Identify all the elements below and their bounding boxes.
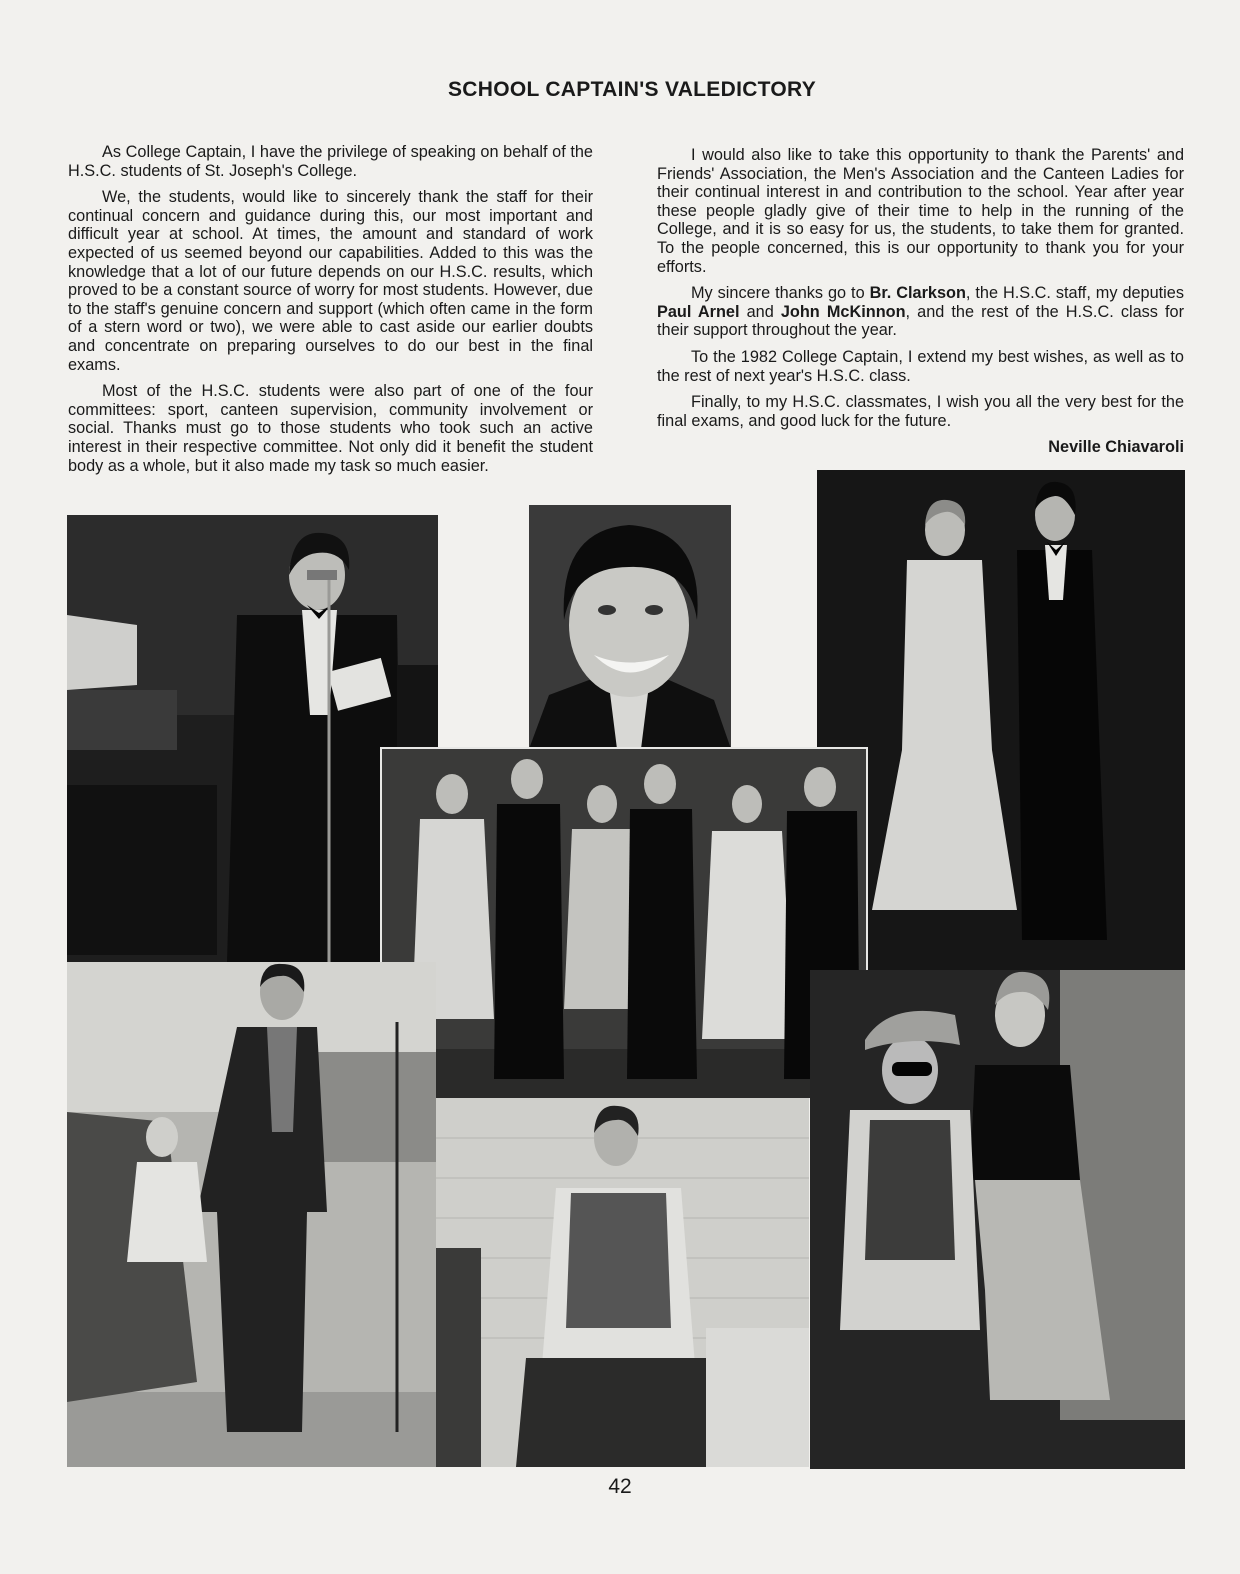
photo-seated-student	[436, 1098, 809, 1467]
right-text-column	[657, 146, 1184, 465]
name-bold: Br. Clarkson	[869, 284, 966, 303]
paragraph: To the 1982 College Captain, I extend my best wishes, as well as to the rest of next year's H.S.C. class.	[657, 347, 1184, 385]
paragraph: Finally, to my H.S.C. classmates, I wish you all the very best for the final exams, and good luck for the future.	[657, 393, 1184, 430]
name-bold: Paul Arnel	[657, 302, 740, 321]
paragraph: As College Captain, I have the privilege of speaking on behalf of the H.S.C. students of St. Joseph's College.	[68, 143, 593, 180]
paragraph: Most of the H.S.C. students were also part of one of the four committees: sport, canteen supervision, community involvement or social. Thanks must go to those students who took such an active interest in their respective committee. Not only did it benefit the student body as a whole, but it also made my task so much easier.	[68, 382, 593, 475]
paragraph: I would also like to take this opportunity to thank the Parents' and Friends' Association, the Men's Association and the Canteen Ladies for their continual interest in and contribution to the school. Year after year these people gladly give of their time to help in the running of the College, and it is so easy for us, the students, to take them for granted. To the people concerned, this is our opportunity to thank you for your efforts.	[657, 146, 1184, 276]
photo-group-of-six	[382, 749, 866, 1098]
signature: Neville Chiavaroli	[1048, 438, 1184, 457]
photo-portrait-smiling	[529, 505, 731, 749]
page-number: 42	[608, 1475, 632, 1498]
photo-speaker-audience	[67, 962, 436, 1467]
paragraph-thanks: My sincere thanks go to Br. Clarkson, the H.S.C. staff, my deputies Paul Arnel and John McKinnon, and the rest of the H.S.C. class for their support throughout the year.	[657, 284, 1185, 340]
paragraph: We, the students, would like to sincerely thank the staff for their continual concern and guidance during this, our most important and difficult year at school. At times, the amount and standard of work expected of us seemed beyond our capabilities. Added to this was the knowledge that a lot of our future depends on our H.S.C. results, which proved to be a constant source of worry for most students. However, due to the staff's genuine concern and support (which often came in the form of a stern word or two), we were able to cast aside our earlier doubts and concentrate on preparing ourselves to do our best in the final exams.	[68, 188, 593, 374]
name-bold: John McKinnon	[780, 302, 906, 321]
photo-costume-party	[810, 970, 1185, 1469]
photo-formal-couple	[817, 470, 1185, 970]
left-text-column	[68, 143, 593, 483]
page-title: SCHOOL CAPTAIN'S VALEDICTORY	[447, 78, 817, 101]
